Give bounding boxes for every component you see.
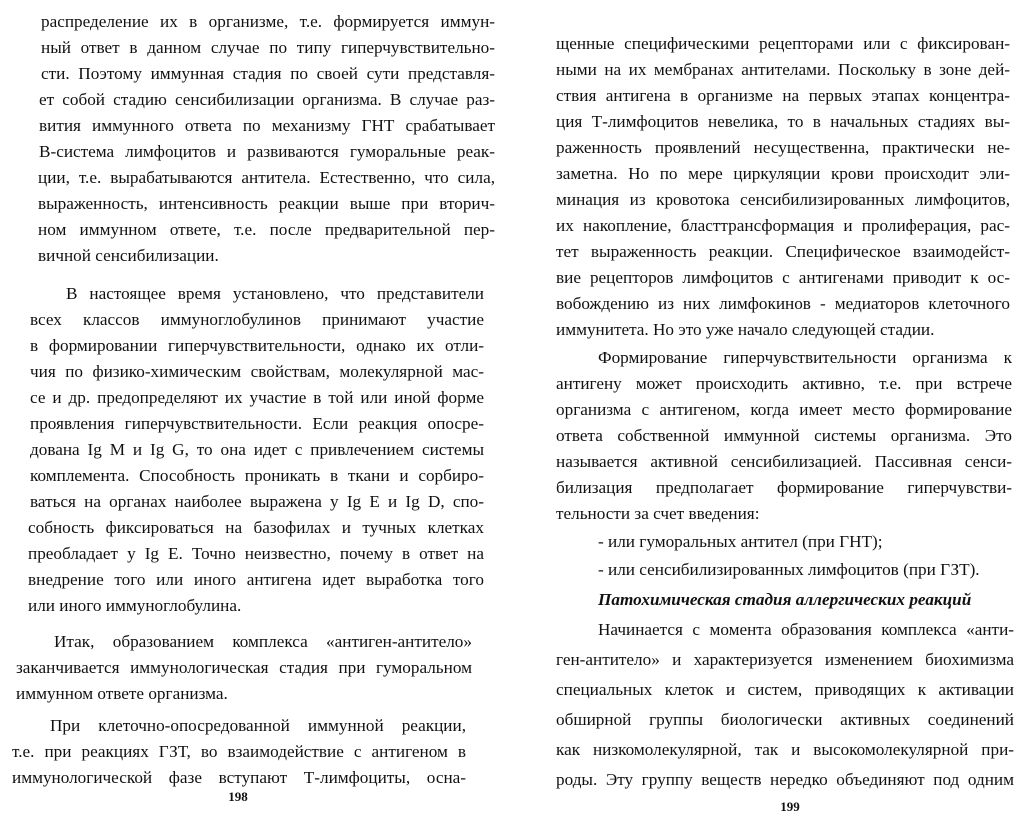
right-line-20: - или гуморальных антител (при ГНТ); <box>598 532 883 551</box>
section-heading: Патохимическая стадия аллергических реакций <box>598 590 972 609</box>
left-line-5: вития иммунного ответа по механизму ГНТ срабатывает <box>39 116 495 135</box>
left-line-23: или иного иммуноглобулина. <box>28 596 242 615</box>
left-line-21: преобладает у Ig E. Точно неизвестно, почему в ответ на <box>28 544 484 563</box>
left-line-4: ет собой стадию сенсибилизации организма. В случае раз- <box>39 90 495 109</box>
right-line-1: щенные специфическими рецепторами или с фиксирован- <box>556 34 1010 53</box>
right-line-7: минация из кровотока сенсибилизированных лимфоцитов, <box>556 190 1010 209</box>
left-line-19: ваться на органах наиболее выражена у Ig E и Ig D, спо- <box>30 492 484 511</box>
left-line-13: в формировании гиперчувствительности, однако их отли- <box>30 336 484 355</box>
right-line-23: Начинается с момента образования комплекса «анти- <box>598 620 1014 639</box>
left-line-14: чия по физико-химическим свойствам, молекулярной мас- <box>30 362 484 381</box>
right-line-3: ствия антигена в организме на первых этапах концентра- <box>556 86 1010 105</box>
left-line-2: ный ответ в данном случае по типу гиперчувствительно- <box>41 38 495 57</box>
left-line-9: ном иммунном ответе, т.е. после предварительной пер- <box>38 220 495 239</box>
right-line-13: Формирование гиперчувствительности организма к <box>598 348 1012 367</box>
right-page-number: 199 <box>780 799 800 814</box>
right-line-26: обширной группы биологически активных соединений <box>556 710 1014 729</box>
left-line-20: собность фиксироваться на базофилах и тучных клетках <box>28 518 484 537</box>
right-line-14: антигену может происходить активно, т.е. при встрече <box>556 374 1012 393</box>
left-line-28: т.е. при реакциях ГЗТ, во взаимодействие с антигеном в <box>12 742 466 761</box>
right-line-2: ными на их мембранах антителами. Поскольку в зоне дей- <box>556 60 1010 79</box>
right-line-19: тельности за счет введения: <box>556 504 760 523</box>
left-line-29: иммунологической фазе вступают Т-лимфоциты, осна- <box>12 768 466 787</box>
right-line-17: называется активной сенсибилизацией. Пассивная сенси- <box>556 452 1012 471</box>
right-line-9: тет выраженность реакции. Специфическое взаимодейст- <box>556 242 1010 261</box>
right-line-16: ответа собственной иммунной системы организма. Это <box>556 426 1012 445</box>
left-line-27: При клеточно-опосредованной иммунной реакции, <box>50 716 466 735</box>
right-line-6: заметна. Но по мере циркуляции крови происходит эли- <box>556 164 1010 183</box>
right-line-27: как низкомолекулярной, так и высокомолекулярной при- <box>556 740 1014 759</box>
right-line-25: специальных клеток и систем, приводящих к активации <box>556 680 1014 699</box>
left-line-15: се и др. предопределяют их участие в той или иной форме <box>30 388 484 407</box>
right-line-21: - или сенсибилизированных лимфоцитов (при ГЗТ). <box>598 560 980 579</box>
right-line-24: ген-антитело» и характеризуется изменением биохимизма <box>556 650 1014 669</box>
left-line-16: проявления гиперчувствительности. Если реакция опосре- <box>30 414 484 433</box>
left-line-8: выраженность, интенсивность реакции выше при вторич- <box>38 194 495 213</box>
left-page-number: 198 <box>228 789 248 804</box>
right-page <box>512 0 1024 823</box>
right-line-8: их накопление, бласттрансформация и пролиферация, рас- <box>556 216 1010 235</box>
left-line-1: распределение их в организме, т.е. формируется иммун- <box>41 12 495 31</box>
left-line-22: внедрение того или иного антигена идет выработка того <box>28 570 484 589</box>
right-line-15: организма с антигеном, когда имеет место формирование <box>556 400 1012 419</box>
left-line-18: комплемента. Способность проникать в ткани и сорбиро- <box>30 466 484 485</box>
right-line-18: билизация предполагает формирование гиперчувстви- <box>556 478 1012 497</box>
left-line-7: ции, т.е. вырабатываются антитела. Естественно, что сила, <box>38 168 495 187</box>
left-line-3: сти. Поэтому иммунная стадия по своей сути представля- <box>41 64 495 83</box>
right-line-4: ция Т-лимфоцитов невелика, то в начальных стадиях вы- <box>556 112 1010 131</box>
right-line-12: иммунитета. Но это уже начало следующей стадии. <box>556 320 935 339</box>
right-line-10: вие рецепторов лимфоцитов с антигенами приводит к ос- <box>556 268 1010 287</box>
left-line-25: заканчивается иммунологическая стадия при гуморальном <box>16 658 472 677</box>
left-line-26: иммунном ответе организма. <box>16 684 228 703</box>
left-line-6: B-система лимфоцитов и развиваются гуморальные реак- <box>39 142 495 161</box>
left-line-17: дована Ig M и Ig G, то она идет с привлечением системы <box>30 440 484 459</box>
left-line-10: вичной сенсибилизации. <box>38 246 219 265</box>
right-line-5: раженность проявлений несущественна, практически не- <box>556 138 1010 157</box>
right-line-11: вобождению из них лимфокинов - медиаторов клеточного <box>556 294 1010 313</box>
left-line-12: всех классов иммуноглобулинов принимают участие <box>30 310 484 329</box>
right-line-28: роды. Эту группу веществ нередко объединяют под одним <box>556 770 1014 789</box>
left-line-24: Итак, образованием комплекса «антиген-антитело» <box>54 632 472 651</box>
left-line-11: В настоящее время установлено, что представители <box>66 284 484 303</box>
